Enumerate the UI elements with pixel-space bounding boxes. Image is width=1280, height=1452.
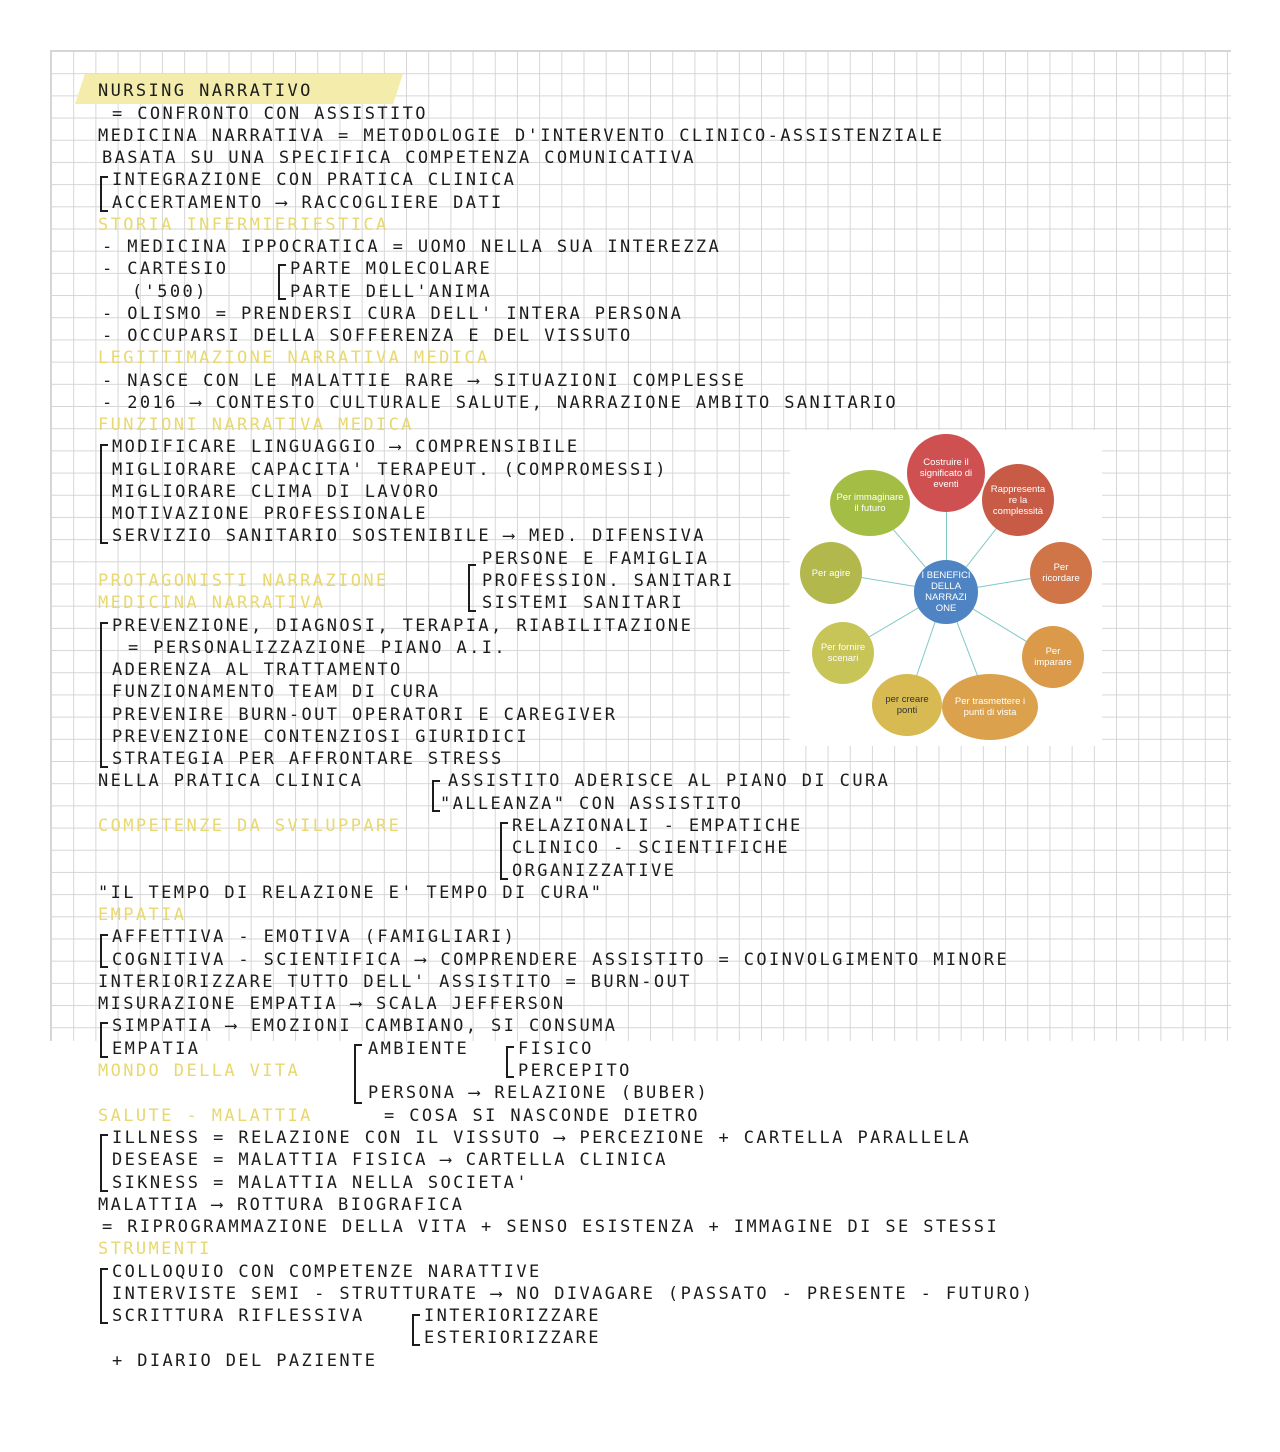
note-line: - NASCE CON LE MALATTIE RARE ⟶ SITUAZIONI COMPLESSE <box>102 371 747 391</box>
note-line: INTERIORIZZARE <box>424 1306 601 1326</box>
note-line: RELAZIONALI - EMPATICHE <box>512 816 803 836</box>
note-line: PARTE DELL'ANIMA <box>290 282 493 302</box>
page-title: NURSING NARRATIVO <box>98 81 313 101</box>
note-line: COGNITIVA - SCIENTIFICA ⟶ COMPRENDERE ASSISTITO = COINVOLGIMENTO MINORE <box>112 950 1010 970</box>
diagram-petal: per creare ponti <box>872 674 942 736</box>
note-line: MOTIVAZIONE PROFESSIONALE <box>112 504 428 524</box>
note-line: PREVENZIONE, DIAGNOSI, TERAPIA, RIABILITAZIONE <box>112 616 694 636</box>
diagram-petal: Per trasmettere i punti di vista <box>942 674 1038 740</box>
bracket <box>432 780 440 812</box>
note-line: CLINICO - SCIENTIFICHE <box>512 838 790 858</box>
section-heading: COMPETENZE DA SVILUPPARE <box>98 816 402 836</box>
bracket <box>100 622 108 768</box>
note-line: SCRITTURA RIFLESSIVA <box>112 1306 365 1326</box>
diagram-petal: Per ricordare <box>1030 542 1092 604</box>
note-line: INTERIORIZZARE TUTTO DELL' ASSISTITO = BURN-OUT <box>98 972 692 992</box>
note-line: COLLOQUIO CON COMPETENZE NARATTIVE <box>112 1262 542 1282</box>
note-line: MEDICINA NARRATIVA = METODOLOGIE D'INTERVENTO CLINICO-ASSISTENZIALE <box>98 126 945 146</box>
note-line: MIGLIORARE CAPACITA' TERAPEUT. (COMPROMESSI) <box>112 460 668 480</box>
note-line: FISICO <box>518 1039 594 1059</box>
note-line: AMBIENTE <box>368 1039 470 1059</box>
section-heading: SALUTE - MALATTIA <box>98 1106 313 1126</box>
note-line: PREVENZIONE CONTENZIOSI GIURIDICI <box>112 727 529 747</box>
note-line: MALATTIA ⟶ ROTTURA BIOGRAFICA <box>98 1195 465 1215</box>
note-line: - OCCUPARSI DELLA SOFFERENZA E DEL VISSUTO <box>102 326 633 346</box>
note-line: "ALLEANZA" CON ASSISTITO <box>440 794 744 814</box>
note-line: ILLNESS = RELAZIONE CON IL VISSUTO ⟶ PERCEZIONE + CARTELLA PARALLELA <box>112 1128 972 1148</box>
diagram-petal: Per agire <box>800 542 862 604</box>
note-line: SISTEMI SANITARI <box>482 593 685 613</box>
note-line: ACCERTAMENTO ⟶ RACCOGLIERE DATI <box>112 193 504 213</box>
note-line: NELLA PRATICA CLINICA <box>98 771 364 791</box>
note-line: - OLISMO = PRENDERSI CURA DELL' INTERA PERSONA <box>102 304 684 324</box>
note-line: PERSONA ⟶ RELAZIONE (BUBER) <box>368 1083 710 1103</box>
note-line: STRATEGIA PER AFFRONTARE STRESS <box>112 749 504 769</box>
bracket <box>278 264 286 300</box>
note-line: SERVIZIO SANITARIO SOSTENIBILE ⟶ MED. DIFENSIVA <box>112 526 706 546</box>
diagram-petal: Per fornire scenari <box>812 622 874 684</box>
note-line: MODIFICARE LINGUAGGIO ⟶ COMPRENSIBILE <box>112 437 580 457</box>
section-heading: EMPATIA <box>98 905 187 925</box>
bracket <box>500 822 508 880</box>
bracket <box>100 176 108 212</box>
section-heading: STORIA INFERMIERIESTICA <box>98 215 389 235</box>
bracket <box>100 1022 108 1058</box>
section-heading: MONDO DELLA VITA <box>98 1061 301 1081</box>
note-line: MISURAZIONE EMPATIA ⟶ SCALA JEFFERSON <box>98 994 566 1014</box>
section-heading: MEDICINA NARRATIVA <box>98 593 326 613</box>
note-line: ORGANIZZATIVE <box>512 861 677 881</box>
note-line: MIGLIORARE CLIMA DI LAVORO <box>112 482 441 502</box>
note-line: AFFETTIVA - EMOTIVA (FAMIGLIARI) <box>112 927 517 947</box>
note-line: + DIARIO DEL PAZIENTE <box>112 1351 378 1371</box>
note-line: BASATA SU UNA SPECIFICA COMPETENZA COMUNICATIVA <box>102 148 696 168</box>
note-line: ASSISTITO ADERISCE AL PIANO DI CURA <box>448 771 891 791</box>
note-line: = COSA SI NASCONDE DIETRO <box>384 1106 700 1126</box>
section-heading: FUNZIONI NARRATIVA MEDICA <box>98 415 414 435</box>
section-heading: LEGITTIMAZIONE NARRATIVA MEDICA <box>98 348 490 368</box>
note-line: PARTE MOLECOLARE <box>290 259 493 279</box>
note-line: PERSONE E FAMIGLIA <box>482 549 710 569</box>
note-line: ESTERIORIZZARE <box>424 1328 601 1348</box>
diagram-petal: Costruire il significato di eventi <box>907 434 985 512</box>
note-line: ('500) <box>132 282 208 302</box>
note-line: SIKNESS = MALATTIA NELLA SOCIETA' <box>112 1173 529 1193</box>
bracket <box>100 1134 108 1192</box>
bracket <box>506 1046 514 1078</box>
note-line: DESEASE = MALATTIA FISICA ⟶ CARTELLA CLINICA <box>112 1150 668 1170</box>
note-line: = RIPROGRAMMAZIONE DELLA VITA + SENSO ESISTENZA + IMMAGINE DI SE STESSI <box>102 1217 1000 1237</box>
quote-line: "IL TEMPO DI RELAZIONE E' TEMPO DI CURA" <box>98 883 604 903</box>
bracket <box>468 564 476 612</box>
bracket <box>100 444 108 544</box>
note-line: SIMPATIA ⟶ EMOZIONI CAMBIANO, SI CONSUMA <box>112 1016 618 1036</box>
note-line: PERCEPITO <box>518 1061 632 1081</box>
bracket <box>100 1268 108 1324</box>
note-line: PROFESSION. SANITARI <box>482 571 735 591</box>
diagram-petal: Rappresenta re la complessità <box>982 464 1054 536</box>
note-line: - MEDICINA IPPOCRATICA = UOMO NELLA SUA INTEREZZA <box>102 237 722 257</box>
note-line: FUNZIONAMENTO TEAM DI CURA <box>112 682 441 702</box>
note-line: = PERSONALIZZAZIONE PIANO A.I. <box>128 638 508 658</box>
diagram-petal: Per imparare <box>1022 626 1084 688</box>
diagram-petal: Per immaginare il futuro <box>830 470 910 536</box>
note-line: INTEGRAZIONE CON PRATICA CLINICA <box>112 170 517 190</box>
note-line: INTERVISTE SEMI - STRUTTURATE ⟶ NO DIVAGARE (PASSATO - PRESENTE - FUTURO) <box>112 1284 1035 1304</box>
section-heading: STRUMENTI <box>98 1239 212 1259</box>
bracket <box>354 1044 362 1104</box>
note-line: EMPATIA <box>112 1039 201 1059</box>
benefits-diagram <box>790 430 1102 746</box>
section-heading: PROTAGONISTI NARRAZIONE <box>98 571 389 591</box>
note-line: ADERENZA AL TRATTAMENTO <box>112 660 403 680</box>
note-line: = CONFRONTO CON ASSISTITO <box>112 104 428 124</box>
diagram-center: I BENEFICI DELLA NARRAZI ONE <box>914 560 978 624</box>
note-line: PREVENIRE BURN-OUT OPERATORI E CAREGIVER <box>112 705 618 725</box>
bracket <box>412 1314 420 1346</box>
note-line: - CARTESIO <box>102 259 229 279</box>
note-line: - 2016 ⟶ CONTESTO CULTURALE SALUTE, NARRAZIONE AMBITO SANITARIO <box>102 393 898 413</box>
bracket <box>100 934 108 968</box>
